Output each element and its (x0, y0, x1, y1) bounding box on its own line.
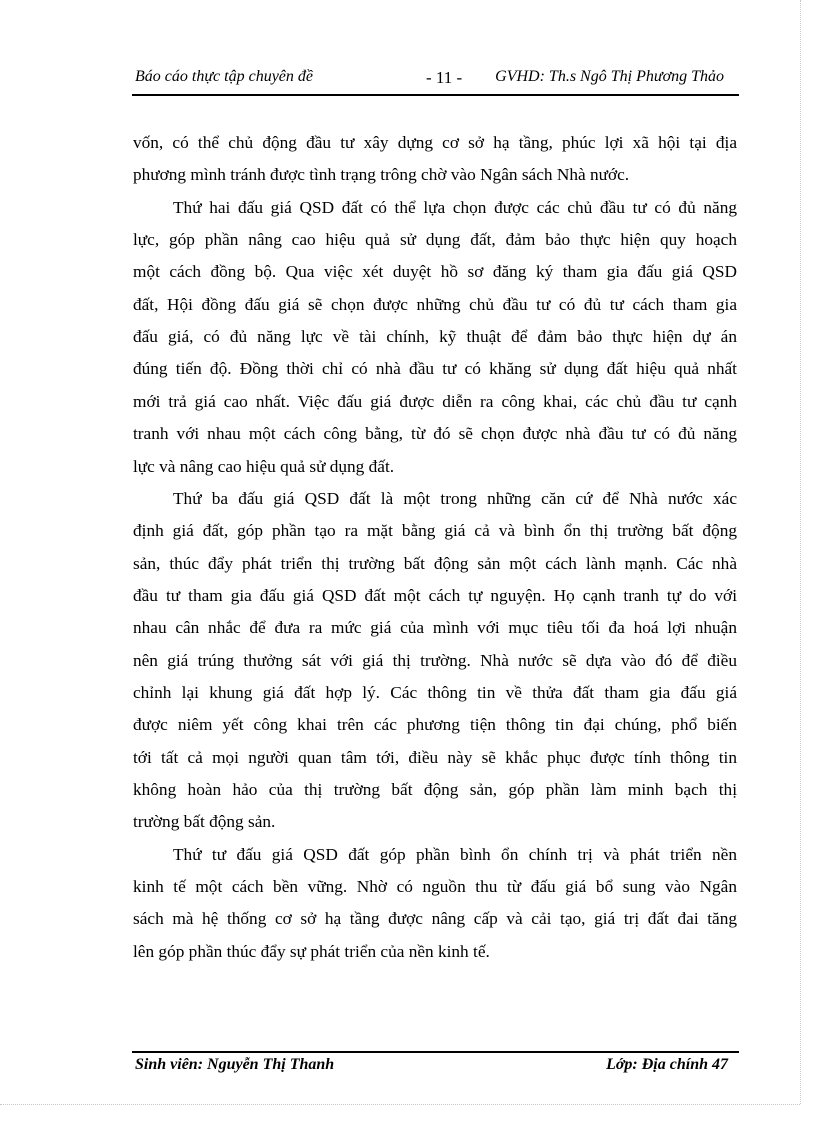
header-supervisor: GVHD: Th.s Ngô Thị Phương Thảo (495, 68, 724, 85)
paragraph-line: định giá đất, góp phần tạo ra mặt bằng giá cả và bình ổn thị trường bất động (133, 521, 737, 541)
footer-divider (132, 1051, 739, 1053)
paragraph-line: Thứ tư đấu giá QSD đất góp phần bình ổn chính trị và phát triển nền (173, 844, 737, 864)
header-report-title: Báo cáo thực tập chuyên đề (135, 68, 313, 85)
paragraph-line: chỉnh lại khung giá đất hợp lý. Các thông tin về thửa đất tham gia đấu giá (133, 682, 737, 702)
paragraph-line: phương mình tránh được tình trạng trông chờ vào Ngân sách Nhà nước. (133, 165, 630, 185)
paragraph-line: đúng tiến độ. Đồng thời chỉ có nhà đầu tư có khăng sử dụng đất hiệu quả nhất (133, 359, 737, 379)
paragraph-line: kinh tế một cách bền vững. Nhờ có nguồn thu từ đấu giá bổ sung vào Ngân (133, 877, 737, 897)
paragraph-line: mới trả giá cao nhất. Việc đấu giá được diễn ra công khai, các chủ đầu tư cạnh (133, 391, 737, 411)
paragraph-line: lực, góp phần nâng cao hiệu quả sử dụng đất, đảm bảo thực hiện quy hoạch (133, 230, 737, 250)
paragraph-line: vốn, có thể chủ động đầu tư xây dựng cơ sở hạ tầng, phúc lợi xã hội tại địa (133, 133, 737, 152)
paragraph-line: lực và nâng cao hiệu quả sử dụng đất. (133, 456, 395, 476)
page-number: - 11 - (426, 68, 463, 87)
paragraph-line: đấu giá, có đủ năng lực về tài chính, kỹ thuật để đảm bảo thực hiện dự án (133, 327, 737, 347)
page-footer (133, 1056, 738, 1078)
paragraph-line: tới tất cả mọi người quan tâm tới, điều này sẽ khắc phục được tính thông tin (133, 747, 737, 767)
paragraph-line: không hoàn hảo của thị trường bất động sản, góp phần làm minh bạch thị (133, 780, 737, 799)
paragraph-line: Thứ ba đấu giá QSD đất là một trong những căn cứ để Nhà nước xác (173, 488, 737, 508)
paragraph-line: trường bất động sản. (133, 812, 276, 832)
paragraph-line: sản, thúc đẩy phát triển thị trường bất động sản một cách lành mạnh. Các nhà (133, 553, 737, 573)
paragraph-line: đầu tư tham gia đấu giá QSD đất một cách tự nguyện. Họ cạnh tranh tự do với (133, 585, 737, 605)
page-header (133, 68, 738, 90)
paragraph-line: sách mà hệ thống cơ sở hạ tầng được nâng cấp và cải tạo, giá trị đất đai tăng (133, 909, 737, 929)
paragraph-line: tranh với nhau một cách công bằng, từ đó sẽ chọn được nhà đầu tư có đủ năng (133, 424, 737, 444)
paragraph-line: nhau cân nhắc để đưa ra mức giá của mình với mục tiêu tối đa hoá lợi nhuận (133, 618, 737, 638)
paragraph-line: đất, Hội đồng đấu giá sẽ chọn được những chủ đầu tư có đủ tư cách tham gia (133, 294, 737, 314)
paragraph-line: Thứ hai đấu giá QSD đất có thể lựa chọn được các chủ đầu tư có đủ năng (173, 197, 737, 217)
footer-student: Sinh viên: Nguyễn Thị Thanh (135, 1056, 335, 1073)
footer-class: Lớp: Địa chính 47 (606, 1056, 728, 1073)
page-boundary-right (800, 0, 801, 1104)
paragraph-line: nên giá trúng thưởng sát với giá thị trường. Nhà nước sẽ dựa vào đó để điều (133, 650, 737, 670)
header-divider (132, 94, 739, 96)
paragraph-line: lên góp phần thúc đẩy sự phát triển của nền kinh tế. (133, 941, 490, 961)
paragraph-line: một cách đồng bộ. Qua việc xét duyệt hồ sơ đăng ký tham gia đấu giá QSD (133, 262, 737, 282)
page-boundary (0, 1104, 800, 1105)
paragraph-line: được niêm yết công khai trên các phương tiện thông tin đại chúng, phổ biến (133, 715, 737, 735)
